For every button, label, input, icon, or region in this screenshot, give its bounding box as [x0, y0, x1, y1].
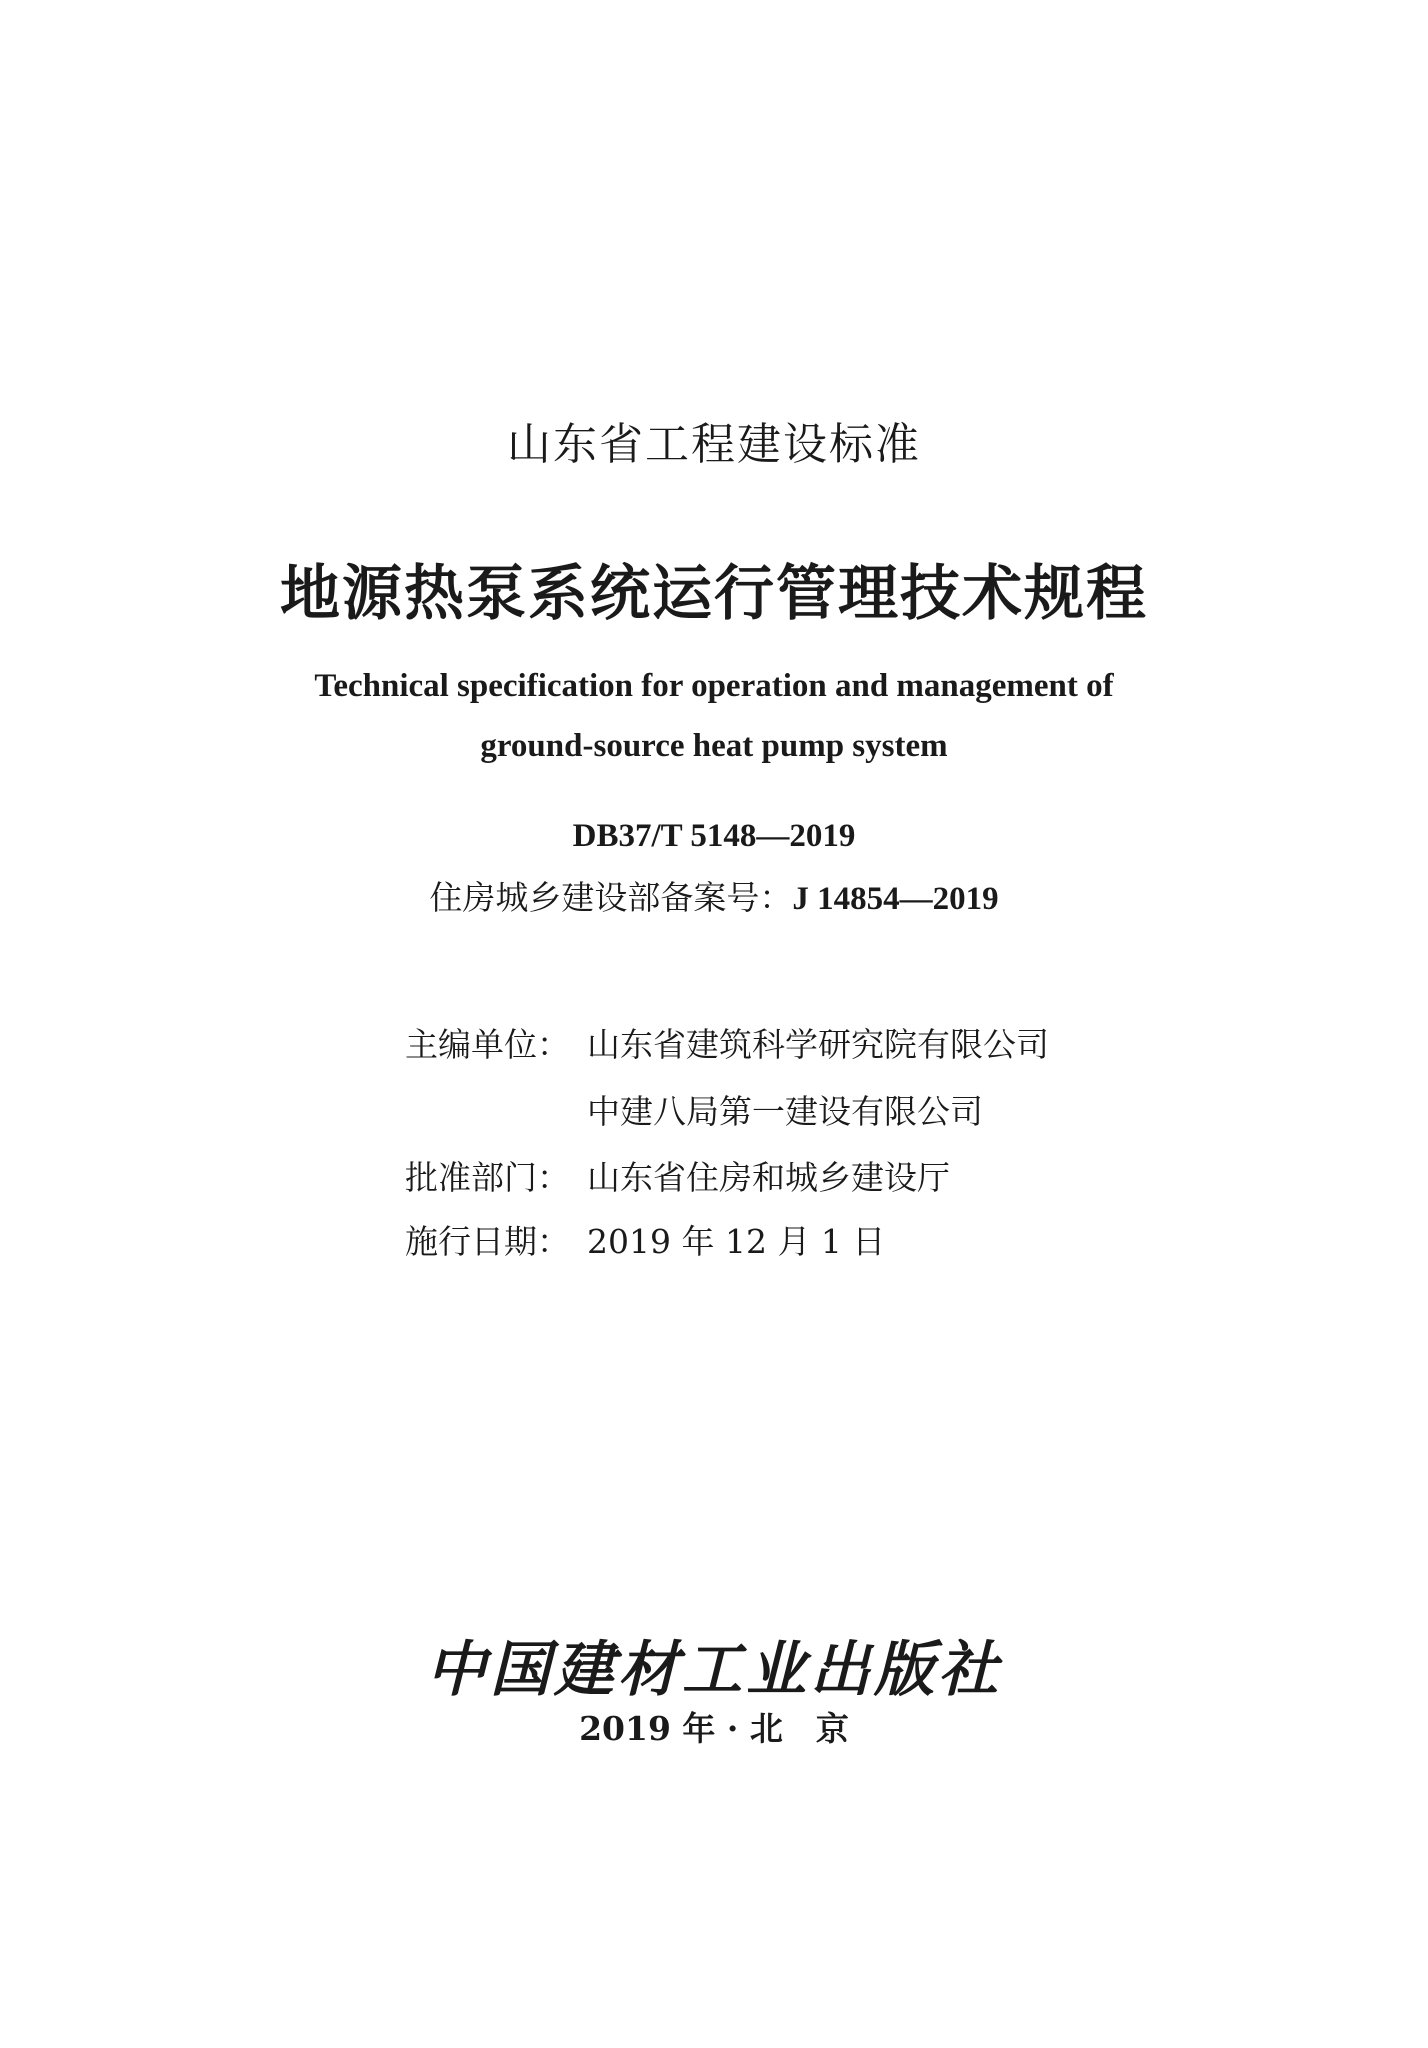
record-number-line [0, 872, 1428, 919]
publisher-logo: 中国建材工业出版社 [426, 1635, 1002, 1705]
editor-row [405, 1025, 1049, 1065]
standard-code: DB37/T 5148—2019 [572, 818, 856, 854]
effective-date: 2019 年 12 月 1 日 [587, 1222, 886, 1261]
approver-org: 山东省住房和城乡建设厅 [587, 1158, 950, 1197]
effective-label: 施行日期： [405, 1222, 570, 1261]
publication-line: 2019 年 · 北 京 [579, 1709, 849, 1748]
effective-date-row [405, 1222, 885, 1262]
editor-org-2: 中建八局第一建设有限公司 [587, 1092, 983, 1131]
series-title: 山东省工程建设标准 [507, 419, 921, 470]
editor-row-2 [405, 1092, 983, 1132]
editor-org-1: 山东省建筑科学研究院有限公司 [587, 1025, 1049, 1064]
document-title-cn: 地源热泵系统运行管理技术规程 [280, 559, 1148, 629]
record-label: 住房城乡建设部备案号： [429, 878, 793, 917]
document-title-en-line2: ground-source heat pump system [480, 728, 948, 764]
document-title-en-line1: Technical specification for operation and management of [314, 668, 1114, 704]
approver-label: 批准部门： [405, 1158, 570, 1197]
editor-label: 主编单位： [405, 1025, 570, 1064]
record-number: J 14854—2019 [792, 881, 999, 917]
approver-row [405, 1158, 950, 1198]
